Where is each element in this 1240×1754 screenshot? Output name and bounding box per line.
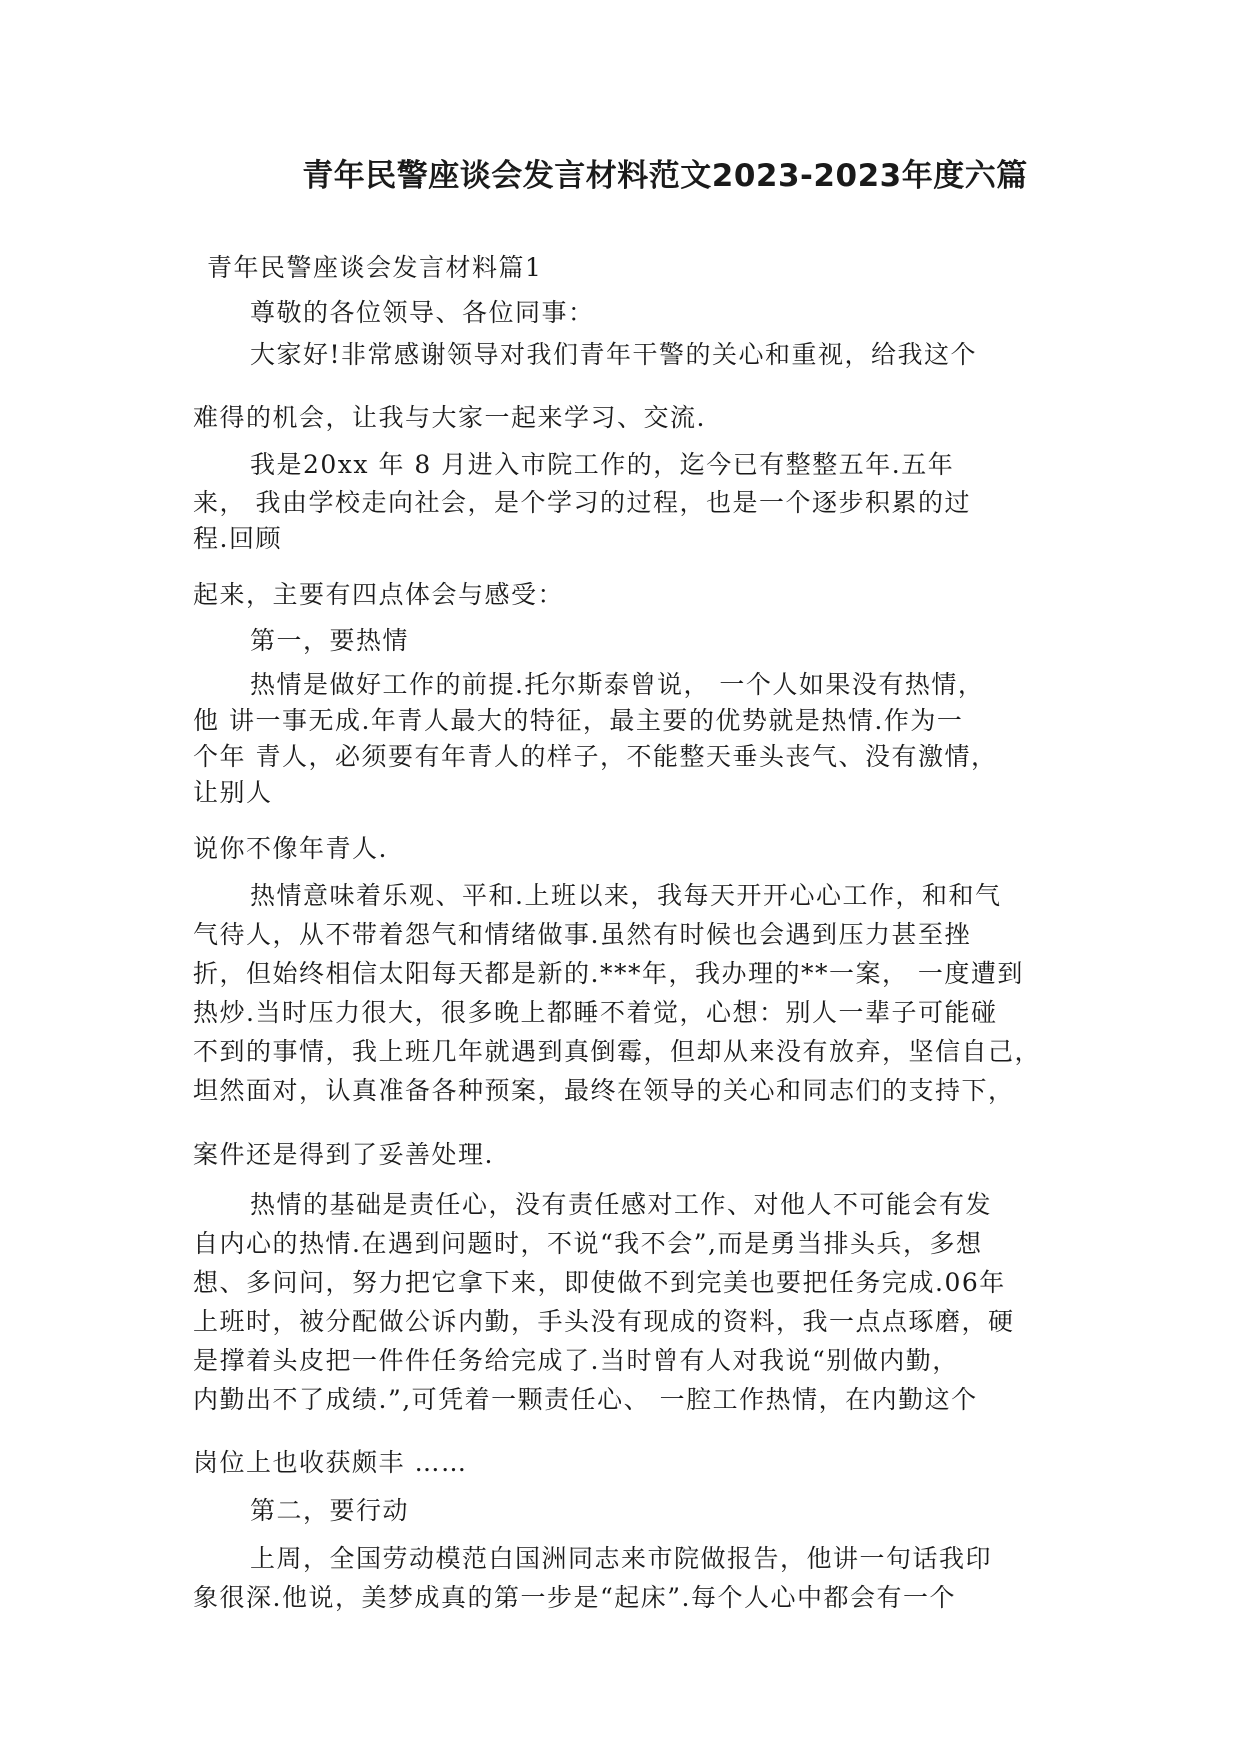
- paragraph-line: 象很深.他说，美梦成真的第一步是“起床”.每个人心中都会有一个: [193, 1583, 956, 1612]
- paragraph-line: 坦然面对，认真准备各种预案，最终在领导的关心和同志们的支持下，: [193, 1076, 1015, 1105]
- paragraph-line: 折，但始终相信太阳每天都是新的.***年，我办理的**一案， 一度遭到: [193, 959, 1024, 988]
- paragraph-line: 想、多问问，努力把它拿下来，即使做不到完美也要把任务完成.06年: [193, 1268, 1006, 1297]
- salutation: 尊敬的各位领导、各位同事：: [250, 298, 595, 327]
- paragraph-line: 内勤出不了成绩.”,可凭着一颗责任心、 一腔工作热情，在内勤这个: [193, 1385, 978, 1414]
- paragraph-line: 热情的基础是责任心，没有责任感对工作、对他人不可能会有发: [250, 1190, 993, 1219]
- paragraph-line: 不到的事情，我上班几年就遇到真倒霉，但却从来没有放弃，坚信自己，: [193, 1037, 1042, 1066]
- paragraph-line: 是撑着头皮把一件件任务给完成了.当时曾有人对我说“别做内勤，: [193, 1346, 959, 1375]
- subheading: 第一，要热情: [250, 626, 410, 655]
- paragraph-line: 热炒.当时压力很大，很多晚上都睡不着觉，心想：别人一辈子可能碰: [193, 998, 998, 1027]
- paragraph-line: 岗位上也收获颇丰 ……: [193, 1448, 468, 1477]
- paragraph-line: 热情意味着乐观、平和.上班以来，我每天开开心心工作，和和气: [250, 881, 1002, 910]
- paragraph-line: 起来，主要有四点体会与感受：: [193, 580, 565, 609]
- paragraph-line: 个年 青人，必须要有年青人的样子，不能整天垂头丧气、没有激情，: [193, 742, 998, 771]
- paragraph-line: 来， 我由学校走向社会，是个学习的过程，也是一个逐步积累的过: [193, 488, 971, 517]
- paragraph-line: 让别人: [193, 778, 273, 807]
- paragraph-line: 案件还是得到了妥善处理.: [193, 1140, 494, 1169]
- paragraph-line: 我是20xx 年 8 月进入市院工作的，迄今已有整整五年.五年: [250, 450, 955, 479]
- paragraph-line: 难得的机会，让我与大家一起来学习、交流.: [193, 403, 706, 432]
- paragraph-line: 自内心的热情.在遇到问题时，不说“我不会”,而是勇当排头兵，多想: [193, 1229, 983, 1258]
- section-heading: 青年民警座谈会发言材料篇1: [207, 253, 543, 282]
- paragraph-line: 上班时，被分配做公诉内勤，手头没有现成的资料，我一点点琢磨，硬: [193, 1307, 1015, 1336]
- paragraph-line: 大家好!非常感谢领导对我们青年干警的关心和重视，给我这个: [250, 340, 978, 369]
- paragraph-line: 上周，全国劳动模范白国洲同志来市院做报告，他讲一句话我印: [250, 1544, 993, 1573]
- paragraph-line: 气待人，从不带着怨气和情绪做事.虽然有时候也会遇到压力甚至挫: [193, 920, 971, 949]
- subheading: 第二，要行动: [250, 1496, 410, 1525]
- document-title: 青年民警座谈会发言材料范文2023-2023年度六篇: [302, 158, 1028, 194]
- paragraph-line: 热情是做好工作的前提.托尔斯泰曾说， 一个人如果没有热情，: [250, 670, 985, 699]
- paragraph-line: 说你不像年青人.: [193, 834, 388, 863]
- paragraph-line: 程.回顾: [193, 524, 282, 553]
- paragraph-line: 他 讲一事无成.年青人最大的特征，最主要的优势就是热情.作为一: [193, 706, 964, 735]
